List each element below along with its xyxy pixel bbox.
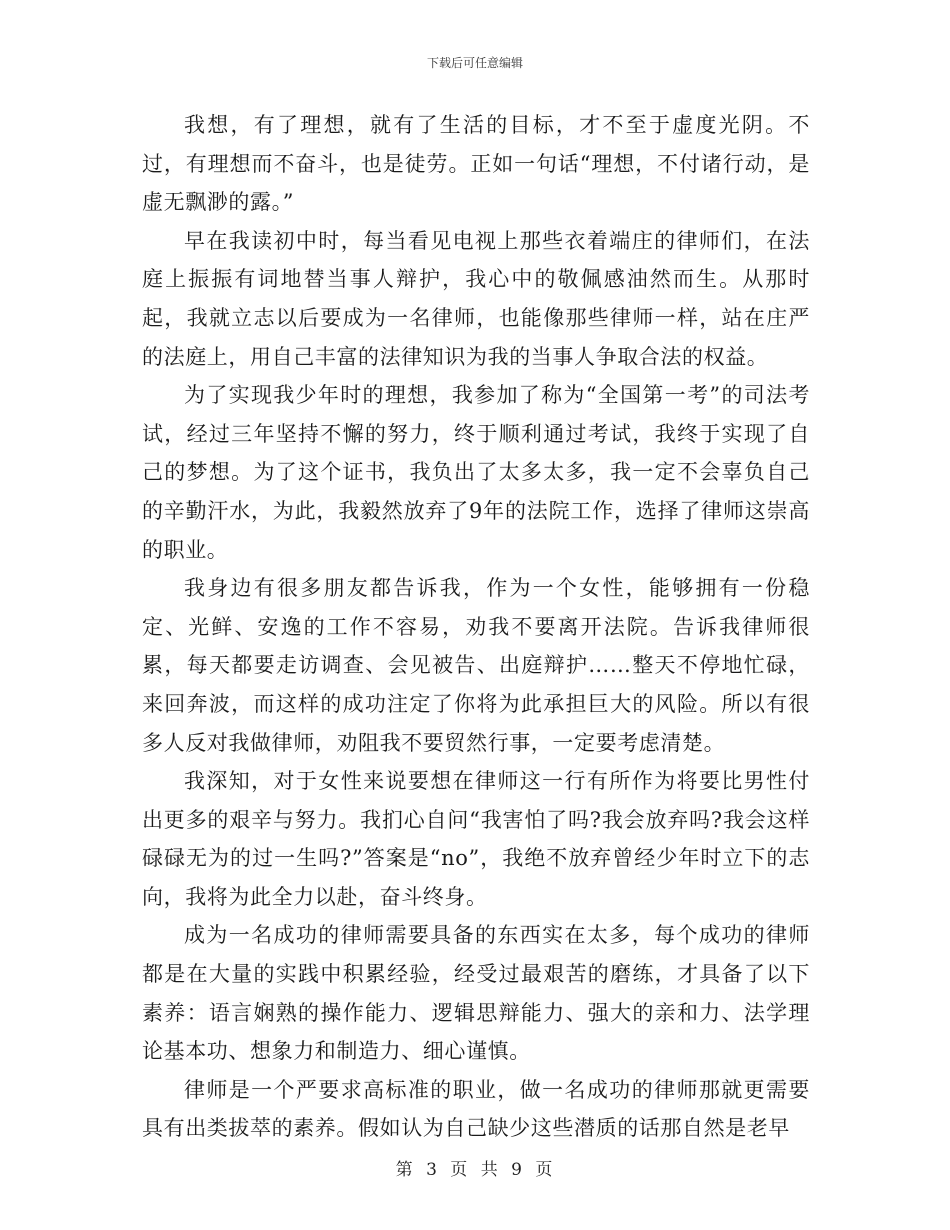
footer-total-pages: 9 [511,1160,524,1180]
footer-label-total: 共 [480,1160,500,1180]
page-footer [0,1155,950,1180]
paragraph: 律师是一个严要求高标准的职业，做一名成功的律师那就更需要具有出类拔萃的素养。假如认为自己缺少这些潜质的话那自然是老早 [142,1077,810,1141]
paragraph: 我身边有很多朋友都告诉我，作为一个女性，能够拥有一份稳定、光鲜、安逸的工作不容易，劝我不要离开法院。告诉我律师很累，每天都要走访调查、会见被告、出庭辩护……整天不停地忙碌，来回奔波，而这样的成功注定了你将为此承担巨大的风险。所以有很多人反对我做律师，劝阻我不要贸然行事，一定要考虑清楚。 [142,576,810,755]
page-header: 下载后可任意编辑 [426,56,523,70]
footer-label-ye: 页 [450,1160,470,1180]
paragraph: 成为一名成功的律师需要具备的东西实在太多，每个成功的律师都是在大量的实践中积累经验，经受过最艰苦的磨练，才具备了以下素养：语言娴熟的操作能力、逻辑思辩能力、强大的亲和力、法学理论基本功、想象力和制造力、细心谨慎。 [142,923,810,1064]
paragraph: 为了实现我少年时的理想，我参加了称为“全国第一考”的司法考试，经过三年坚持不懈的努力，终于顺利通过考试，我终于实现了自己的梦想。为了这个证书，我负出了太多太多，我一定不会辜负自己的辛勤汗水，为此，我毅然放弃了9年的法院工作，选择了律师这崇高的职业。 [142,383,810,562]
footer-label-page: 第 [395,1160,415,1180]
paragraph: 我想，有了理想，就有了生活的目标，才不至于虚度光阴。不过，有理想而不奋斗，也是徒劳。正如一句话“理想，不付诸行动，是虚无飘渺的露。” [142,113,810,215]
paragraph: 早在我读初中时，每当看见电视上那些衣着端庄的律师们，在法庭上振振有词地替当事人辩护，我心中的敬佩感油然而生。从那时起，我就立志以后要成为一名律师，也能像那些律师一样，站在庄严的法庭上，用自己丰富的法律知识为我的当事人争取合法的权益。 [142,228,810,369]
footer-label-ye2: 页 [535,1160,555,1180]
paragraph: 我深知，对于女性来说要想在律师这一行有所作为将要比男性付出更多的艰辛与努力。我扪心自问“我害怕了吗?我会放弃吗?我会这样碌碌无为的过一生吗?”答案是“no”，我绝不放弃曾经少年时立下的志向，我将为此全力以赴，奋斗终身。 [142,769,810,909]
footer-current-page: 3 [426,1160,439,1180]
document-body [142,106,810,1148]
